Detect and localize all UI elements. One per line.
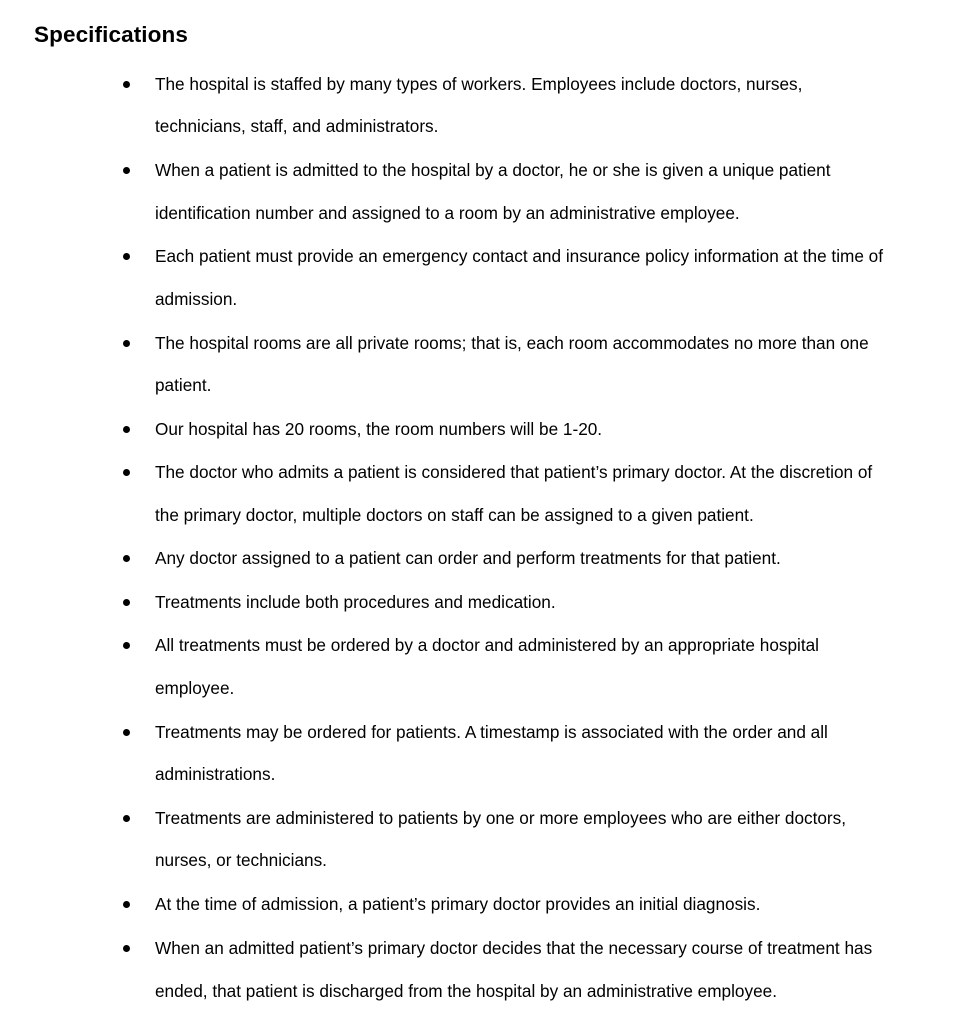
spec-item-line: admission. bbox=[155, 289, 238, 309]
bullet-icon bbox=[123, 599, 130, 606]
spec-item-line: Our hospital has 20 rooms, the room numbers will be 1-20. bbox=[155, 419, 603, 439]
spec-item-line: identification number and assigned to a room by an administrative employee. bbox=[155, 203, 740, 223]
bullet-icon bbox=[123, 945, 130, 952]
bullet-icon bbox=[123, 167, 130, 174]
spec-item-line: the primary doctor, multiple doctors on staff can be assigned to a given patient. bbox=[155, 505, 754, 525]
bullet-icon bbox=[123, 555, 130, 562]
spec-item-line: The doctor who admits a patient is considered that patient’s primary doctor. At the discretion of bbox=[155, 462, 873, 482]
bullet-icon bbox=[123, 815, 130, 822]
page-heading: Specifications bbox=[34, 22, 188, 47]
spec-item-line: nurses, or technicians. bbox=[155, 850, 327, 870]
bullet-icon bbox=[123, 340, 130, 347]
bullet-icon bbox=[123, 729, 130, 736]
spec-item-line: At the time of admission, a patient’s primary doctor provides an initial diagnosis. bbox=[155, 894, 761, 914]
spec-item-line: patient. bbox=[155, 375, 212, 395]
spec-item-line: administrations. bbox=[155, 764, 276, 784]
bullet-icon bbox=[123, 426, 130, 433]
spec-item-line: The hospital is staffed by many types of workers. Employees include doctors, nurses, bbox=[155, 74, 803, 94]
spec-item-line: The hospital rooms are all private rooms; that is, each room accommodates no more than one bbox=[155, 333, 869, 353]
bullet-icon bbox=[123, 253, 130, 260]
bullet-icon bbox=[123, 642, 130, 649]
bullet-icon bbox=[123, 901, 130, 908]
spec-item-line: All treatments must be ordered by a doctor and administered by an appropriate hospital bbox=[155, 635, 820, 655]
bullet-icon bbox=[123, 469, 130, 476]
spec-item-line: Treatments include both procedures and medication. bbox=[155, 592, 556, 612]
bullet-icon bbox=[123, 81, 130, 88]
spec-item-line: When an admitted patient’s primary doctor decides that the necessary course of treatment has bbox=[155, 938, 873, 958]
spec-item-line: Any doctor assigned to a patient can order and perform treatments for that patient. bbox=[155, 548, 781, 568]
spec-item-line: technicians, staff, and administrators. bbox=[155, 116, 439, 136]
spec-item-line: Treatments are administered to patients by one or more employees who are either doctors, bbox=[155, 808, 847, 828]
spec-item-line: employee. bbox=[155, 678, 235, 698]
spec-item-line: Each patient must provide an emergency contact and insurance policy information at the time of bbox=[155, 246, 884, 266]
spec-item-line: When a patient is admitted to the hospital by a doctor, he or she is given a unique patient bbox=[155, 160, 831, 180]
spec-item-line: ended, that patient is discharged from the hospital by an administrative employee. bbox=[155, 981, 777, 1001]
spec-item-line: Treatments may be ordered for patients. A timestamp is associated with the order and all bbox=[155, 722, 828, 742]
